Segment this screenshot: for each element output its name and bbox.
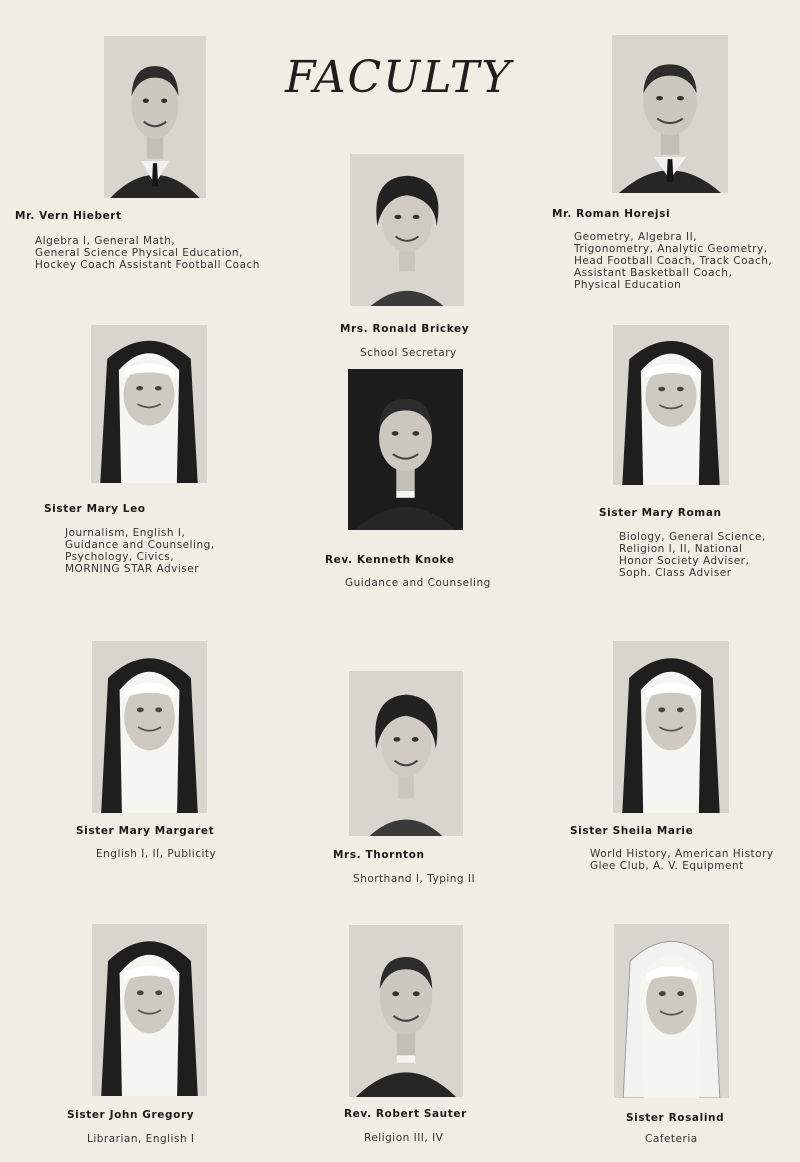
faculty-name: Rev. Kenneth Knoke <box>325 554 455 566</box>
faculty-duties <box>574 231 772 291</box>
faculty-duties <box>360 347 457 359</box>
faculty-name: Mr. Vern Hiebert <box>15 210 122 222</box>
portrait-photo <box>349 925 463 1097</box>
portrait-photo <box>348 369 463 530</box>
portrait-illustration <box>92 924 207 1096</box>
portrait-illustration <box>349 671 463 836</box>
faculty-name: Mrs. Thornton <box>333 849 425 861</box>
portrait-illustration <box>349 925 463 1097</box>
duty-line: English I, II, Publicity <box>96 848 217 860</box>
duty-line: Religion III, IV <box>364 1132 444 1144</box>
faculty-duties <box>35 235 260 271</box>
duty-line: Shorthand I, Typing II <box>353 873 476 885</box>
duty-line: Algebra I, General Math, <box>35 235 176 247</box>
faculty-duties <box>345 577 491 589</box>
page-title: FACULTY <box>285 52 513 103</box>
portrait-illustration <box>92 641 207 813</box>
duty-line: Psychology, Civics, <box>65 551 175 563</box>
duty-line: Head Football Coach, Track Coach, <box>574 255 773 267</box>
duty-line: Religion I, II, National <box>619 543 743 555</box>
portrait-photo <box>614 924 729 1098</box>
faculty-name: Rev. Robert Sauter <box>344 1108 467 1120</box>
faculty-duties <box>65 527 215 575</box>
faculty-name: Sister Mary Margaret <box>76 825 215 837</box>
portrait-illustration <box>614 924 729 1098</box>
portrait-illustration <box>104 36 206 198</box>
portrait-illustration <box>348 369 463 530</box>
faculty-duties <box>645 1133 698 1145</box>
portrait-photo <box>104 36 206 198</box>
duty-line: MORNING STAR Adviser <box>65 563 200 575</box>
duty-line: World History, American History <box>590 848 774 860</box>
portrait-photo <box>92 924 207 1096</box>
duty-line: Soph. Class Adviser <box>619 567 732 579</box>
duty-line: Hockey Coach Assistant Football Coach <box>35 259 260 271</box>
faculty-duties <box>364 1132 443 1144</box>
faculty-name: Mrs. Ronald Brickey <box>340 323 470 335</box>
faculty-name: Sister Sheila Marie <box>570 825 694 837</box>
duty-line: Honor Society Adviser, <box>619 555 750 567</box>
duty-line: Geometry, Algebra II, <box>574 231 698 243</box>
portrait-photo <box>613 325 729 485</box>
portrait-photo <box>612 35 728 193</box>
faculty-name: Sister Rosalind <box>626 1112 725 1124</box>
faculty-name: Sister Mary Leo <box>44 503 146 515</box>
duty-line: School Secretary <box>360 347 457 359</box>
portrait-illustration <box>613 641 729 813</box>
duty-line: Trigonometry, Analytic Geometry, <box>574 243 768 255</box>
faculty-duties <box>590 848 774 872</box>
faculty-duties <box>96 848 216 860</box>
portrait-photo <box>350 154 464 306</box>
faculty-name: Mr. Roman Horejsi <box>552 208 671 220</box>
faculty-duties <box>87 1133 195 1145</box>
duty-line: General Science Physical Education, <box>35 247 243 259</box>
portrait-illustration <box>350 154 464 306</box>
duty-line: Librarian, English I <box>87 1133 195 1145</box>
duty-line: Assistant Basketball Coach, <box>574 267 733 279</box>
duty-line: Glee Club, A. V. Equipment <box>590 860 744 872</box>
portrait-illustration <box>613 325 729 485</box>
duty-line: Journalism, English I, <box>65 527 186 539</box>
duty-line: Physical Education <box>574 279 682 291</box>
duty-line: Guidance and Counseling, <box>65 539 215 551</box>
portrait-photo <box>613 641 729 813</box>
portrait-photo <box>349 671 463 836</box>
faculty-name: Sister Mary Roman <box>599 507 722 519</box>
portrait-illustration <box>91 325 207 483</box>
duty-line: Cafeteria <box>645 1133 698 1145</box>
duty-line: Biology, General Science, <box>619 531 766 543</box>
faculty-duties <box>353 873 475 885</box>
faculty-name: Sister John Gregory <box>67 1109 195 1121</box>
portrait-photo <box>92 641 207 813</box>
portrait-photo <box>91 325 207 483</box>
faculty-duties <box>619 531 766 579</box>
portrait-illustration <box>612 35 728 193</box>
duty-line: Guidance and Counseling <box>345 577 491 589</box>
